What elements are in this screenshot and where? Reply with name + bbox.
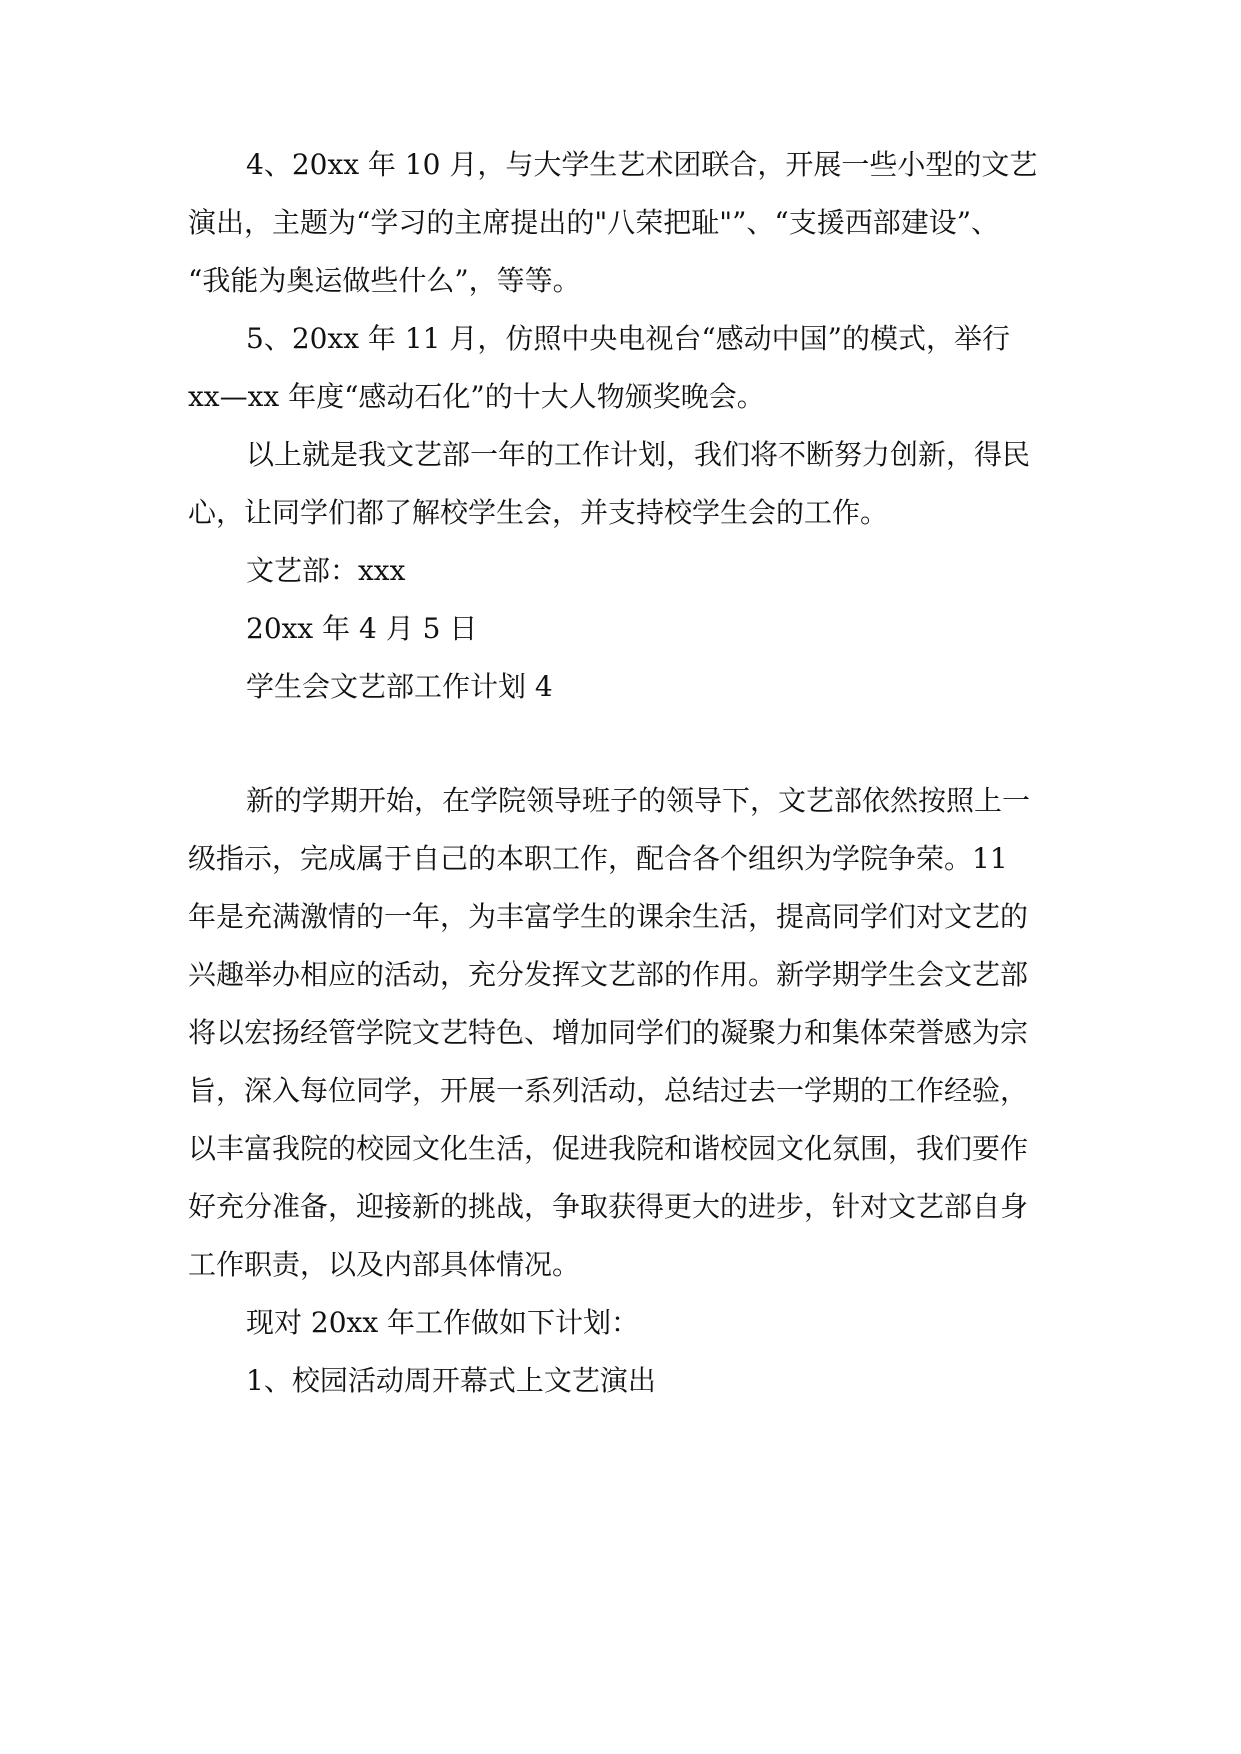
paragraph-line: xx—xx 年度“感动石化”的十大人物颁奖晚会。 — [188, 380, 765, 413]
paragraph-line: 5、20xx 年 11 月，仿照中央电视台“感动中国”的模式，举行 — [246, 322, 1010, 355]
paragraph-line: 兴趣举办相应的活动，充分发挥文艺部的作用。新学期学生会文艺部 — [188, 958, 1029, 991]
paragraph-line: 演出，主题为“学习的主席提出的"八荣把耻"”、“支援西部建设”、 — [188, 206, 1000, 239]
paragraph-line: 好充分准备，迎接新的挑战，争取获得更大的进步，针对文艺部自身 — [188, 1190, 1029, 1223]
section-title: 学生会文艺部工作计划 4 — [246, 670, 553, 703]
paragraph-line: 现对 20xx 年工作做如下计划： — [246, 1306, 640, 1339]
paragraph-line: 将以宏扬经管学院文艺特色、增加同学们的凝聚力和集体荣誉感为宗 — [188, 1016, 1029, 1049]
paragraph-line: 4、20xx 年 10 月，与大学生艺术团联合，开展一些小型的文艺 — [246, 148, 1038, 181]
paragraph-line: 心，让同学们都了解校学生会，并支持校学生会的工作。 — [188, 496, 889, 529]
signature-department: 文艺部：xxx — [246, 554, 406, 587]
paragraph-line: 以上就是我文艺部一年的工作计划，我们将不断努力创新，得民 — [246, 438, 1031, 471]
paragraph-line: 年是充满激情的一年，为丰富学生的课余生活，提高同学们对文艺的 — [188, 900, 1029, 933]
paragraph-line: “我能为奥运做些什么”，等等。 — [188, 264, 581, 297]
paragraph-line: 旨，深入每位同学，开展一系列活动，总结过去一学期的工作经验， — [188, 1074, 1029, 1107]
paragraph-line: 以丰富我院的校园文化生活，促进我院和谐校园文化氛围，我们要作 — [188, 1132, 1029, 1165]
signature-date: 20xx 年 4 月 5 日 — [246, 612, 478, 645]
list-item: 1、校园活动周开幕式上文艺演出 — [246, 1364, 656, 1397]
paragraph-line: 新的学期开始，在学院领导班子的领导下，文艺部依然按照上一 — [246, 784, 1031, 817]
paragraph-line: 工作职责，以及内部具体情况。 — [188, 1248, 581, 1281]
paragraph-line: 级指示，完成属于自己的本职工作，配合各个组织为学院争荣。11 — [188, 842, 1008, 875]
